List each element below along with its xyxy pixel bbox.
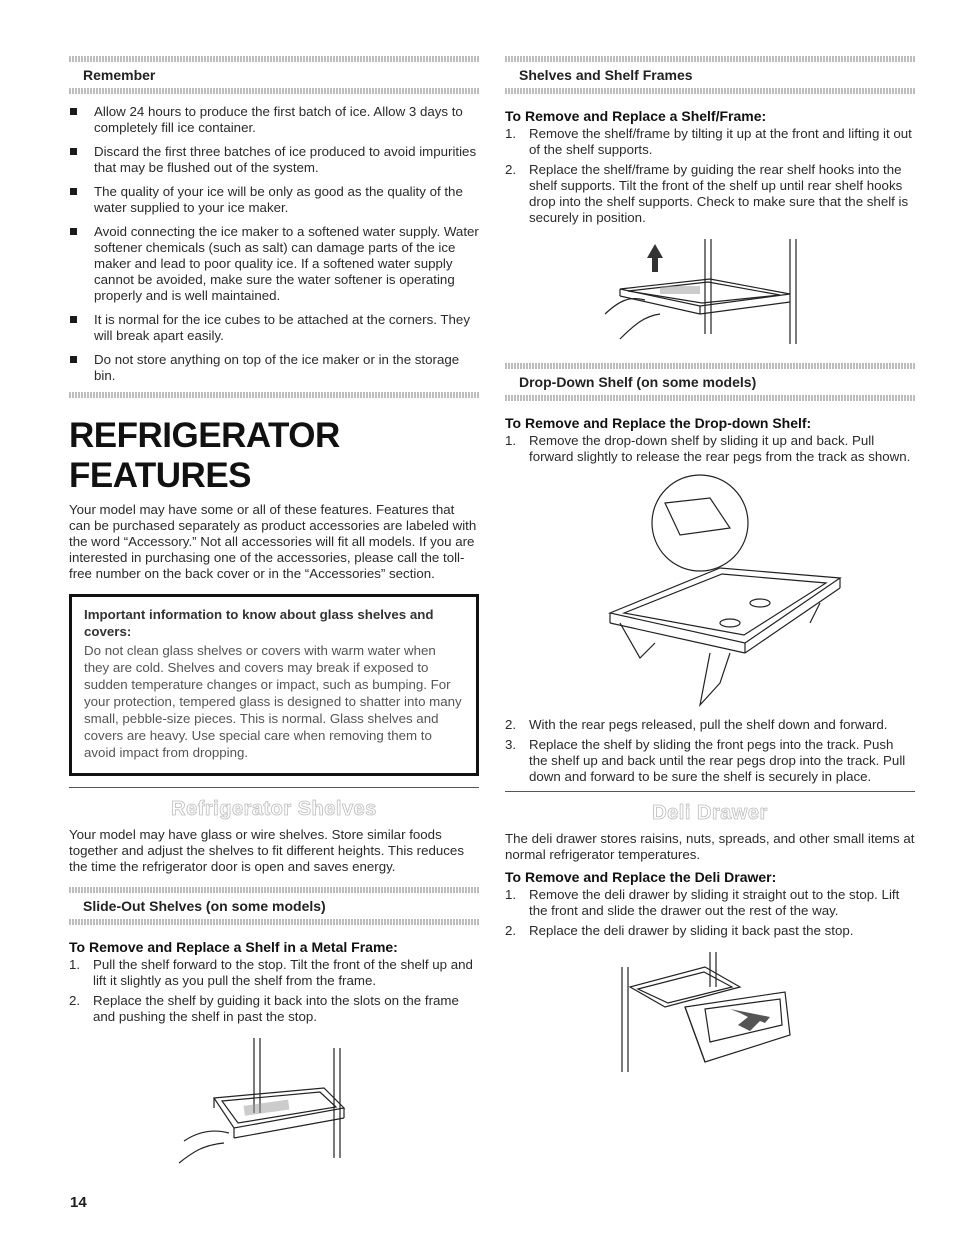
slide-out-heading: Slide-Out Shelves (on some models) [83,898,326,914]
shelf-frames-heading: Shelves and Shelf Frames [519,67,693,83]
list-item: 2. Replace the deli drawer by sliding it back past the stop. [505,923,854,938]
slide-out-shelf-illustration [174,1033,374,1168]
page-title: REFRIGERATOR FEATURES [69,416,340,495]
list-item: It is normal for the ice cubes to be attached at the corners. They will break apart easily. [69,312,479,344]
divider [69,787,479,788]
deli-heading: Deli Drawer [652,802,768,824]
drop-down-heading: Drop-Down Shelf (on some models) [519,374,757,390]
drop-down-shelf-illustration [560,473,860,709]
bullet-square [70,316,77,323]
right-column [505,56,915,1077]
deli-drawer-illustration [610,947,810,1077]
divider [69,919,479,925]
drop-down-procedure-title: To Remove and Replace the Drop-down Shelf: [505,415,812,431]
slide-out-steps [69,957,479,1025]
list-item: Discard the first three batches of ice produced to avoid impurities that may be flushed out of the system. [69,144,479,176]
bullet-square [70,108,77,115]
list-item: Allow 24 hours to produce the first batch of ice. Allow 3 days to completely fill ice container. [69,104,479,136]
page-number: 14 [70,1194,87,1211]
divider [505,88,915,94]
features-intro: Your model may have some or all of these features. Features that can be purchased separately as product accessories are labeled with the word “Accessory.” Not all accessories will fit all models. If you are interested in purchasing one of the accessories, please call the toll-free number on the back cover or in the “Accessories” section. [69,502,477,581]
divider [69,88,479,94]
list-item: Avoid connecting the ice maker to a softened water supply. Water softener chemicals (such as salt) can damage parts of the ice maker and lead to poor quality ice. If a softened water supply cannot be avoided, make sure the water softener is operating properly and is well maintained. [69,224,479,304]
list-item: 1. Remove the deli drawer by sliding it straight out to the stop. Lift the front and slide the drawer out the rest of the way. [505,887,900,918]
divider [505,791,915,792]
slide-out-procedure-title: To Remove and Replace a Shelf in a Metal Frame: [69,939,398,955]
list-item: 3. Replace the shelf by sliding the front pegs into the track. Push the shelf up and back until the rear pegs drop into the track. Pull down and forward to be sure the shelf is securely in place. [505,737,906,784]
bullet-square [70,228,77,235]
list-item: The quality of your ice will be only as good as the quality of the water supplied to your ice maker. [69,184,479,216]
list-item: 1. Remove the shelf/frame by tilting it up at the front and lifting it out of the shelf supports. [505,126,912,157]
deli-procedure-title: To Remove and Replace the Deli Drawer: [505,869,777,885]
shelf-frames-steps [505,126,915,226]
deli-steps [505,887,915,939]
drop-down-steps-a [505,433,915,465]
shelf-frames-procedure-title: To Remove and Replace a Shelf/Frame: [505,108,767,124]
bullet-square [70,148,77,155]
list-item: 2. Replace the shelf/frame by guiding the rear shelf hooks into the shelf supports. Tilt the front of the shelf up until rear shelf hooks drop into the shelf supports. Check to make sure that the shelf is securely in position. [505,162,909,225]
left-column [69,56,479,1168]
remember-heading: Remember [83,67,156,83]
list-item: 2. Replace the shelf by guiding it back into the slots on the frame and pushing the shelf in past the stop. [69,993,459,1024]
bullet-square [70,188,77,195]
list-item: 1. Remove the drop-down shelf by sliding it up and back. Pull forward slightly to release the rear pegs from the track as shown. [505,433,911,464]
glass-notice-box [69,594,479,776]
shelves-intro: Your model may have glass or wire shelves. Store similar foods together and adjust the shelves to fit different heights. This reduces the time the refrigerator door is open and saves energy. [69,827,464,874]
notice-body: Do not clean glass shelves or covers with warm water when they are cold. Shelves and covers may break if exposed to sudden temperature changes or impact, such as bumping. For your protection, tempered glass is designed to shatter into many small, pebble-size pieces. This is normal. Glass shelves and covers are heavy. Use special care when removing them to avoid impact from dropping. [84,643,462,760]
drop-down-steps-b [505,717,915,785]
notice-title: Important information to know about glass shelves and covers: [84,607,434,639]
list-item: Do not store anything on top of the ice maker or in the storage bin. [69,352,479,384]
divider [505,395,915,401]
divider [69,392,479,398]
deli-intro: The deli drawer stores raisins, nuts, spreads, and other small items at normal refrigerator temperatures. [505,831,915,862]
remember-list [69,104,479,384]
list-item: 1. Pull the shelf forward to the stop. Tilt the front of the shelf up and lift it slightly as you pull the shelf from the frame. [69,957,473,988]
shelves-heading: Refrigerator Shelves [171,798,377,820]
bullet-square [70,356,77,363]
shelf-frame-illustration [600,234,820,349]
list-item: 2. With the rear pegs released, pull the shelf down and forward. [505,717,888,732]
